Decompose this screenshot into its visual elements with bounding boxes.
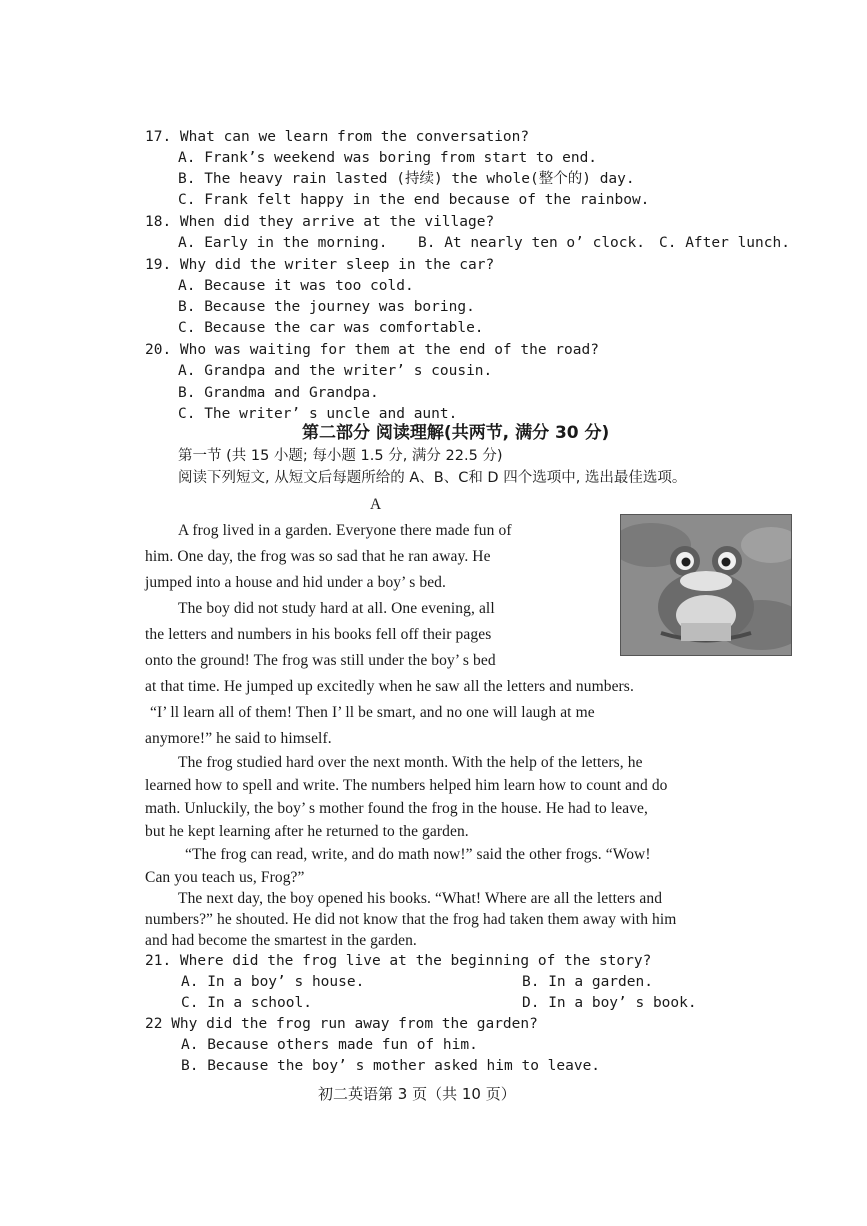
passage-line: The next day, the boy opened his books. “What! Where are all the letters and (178, 890, 663, 907)
question-17-option-a: A. Frank’s weekend was boring from start to end. (178, 150, 598, 166)
question-20-option-b: B. Grandma and Grandpa. (178, 385, 379, 401)
passage-line: A frog lived in a garden. Everyone there made fun of (178, 522, 512, 539)
question-21-option-d: D. In a boy’ s book. (522, 995, 697, 1011)
question-18-stem: 18. When did they arrive at the village? (145, 214, 495, 230)
question-21-option-b: B. In a garden. (522, 974, 653, 990)
question-19-option-b: B. Because the journey was boring. (178, 299, 475, 315)
passage-line: onto the ground! The frog was still under the boy’ s bed (145, 652, 496, 669)
passage-line: the letters and numbers in his books fell off their pages (145, 626, 492, 643)
question-18-option-b: B. At nearly ten o’ clock. (418, 235, 645, 251)
question-17-option-c: C. Frank felt happy in the end because of the rainbow. (178, 192, 650, 208)
question-21-option-c: C. In a school. (181, 995, 312, 1011)
page-footer: 初二英语第 3 页（共 10 页） (318, 1085, 516, 1103)
frog-illustration (620, 514, 792, 656)
passage-line: “The frog can read, write, and do math now!” said the other frogs. “Wow! (185, 846, 651, 863)
question-17-stem: 17. What can we learn from the conversation? (145, 129, 530, 145)
passage-line: and had become the smartest in the garden. (145, 932, 417, 949)
question-19-option-a: A. Because it was too cold. (178, 278, 414, 294)
question-22-option-a: A. Because others made fun of him. (181, 1037, 478, 1053)
passage-line: anymore!” he said to himself. (145, 730, 332, 747)
question-19-stem: 19. Why did the writer sleep in the car? (145, 257, 495, 273)
passage-line: at that time. He jumped up excitedly when he saw all the letters and numbers. (145, 678, 634, 695)
question-19-option-c: C. Because the car was comfortable. (178, 320, 484, 336)
passage-line: “I’ ll learn all of them! Then I’ ll be smart, and no one will laugh at me (150, 704, 595, 721)
passage-line: but he kept learning after he returned to the garden. (145, 823, 469, 840)
passage-line: learned how to spell and write. The numbers helped him learn how to count and do (145, 777, 668, 794)
question-21-option-a: A. In a boy’ s house. (181, 974, 365, 990)
passage-line: jumped into a house and hid under a boy’ s bed. (145, 574, 447, 591)
question-18-option-c: C. After lunch. (659, 235, 790, 251)
question-17-option-b: B. The heavy rain lasted (持续) the whole(整个的) day. (178, 171, 635, 187)
question-20-option-a: A. Grandpa and the writer’ s cousin. (178, 363, 493, 379)
passage-line: him. One day, the frog was so sad that he ran away. He (145, 548, 491, 565)
passage-label: A (370, 496, 382, 513)
passage-line: The boy did not study hard at all. One evening, all (178, 600, 495, 617)
passage-line: Can you teach us, Frog?” (145, 869, 305, 886)
question-22-stem: 22 Why did the frog run away from the garden? (145, 1016, 538, 1032)
passage-line: The frog studied hard over the next month. With the help of the letters, he (178, 754, 643, 771)
passage-line: math. Unluckily, the boy’ s mother found the frog in the house. He had to leave, (145, 800, 649, 817)
question-20-stem: 20. Who was waiting for them at the end of the road? (145, 342, 599, 358)
question-21-stem: 21. Where did the frog live at the beginning of the story? (145, 953, 652, 969)
section-instruction: 阅读下列短文, 从短文后每题所给的 A、B、C和 D 四个选项中, 选出最佳选项。 (178, 470, 687, 486)
frog-icon (621, 515, 791, 655)
question-20-option-c: C. The writer’ s uncle and aunt. (178, 406, 458, 422)
question-22-option-b: B. Because the boy’ s mother asked him to leave. (181, 1058, 601, 1074)
passage-line: numbers?” he shouted. He did not know that the frog had taken them away with him (145, 911, 677, 928)
question-18-option-a: A. Early in the morning. (178, 235, 388, 251)
section-subtitle: 第一节 (共 15 小题; 每小题 1.5 分, 满分 22.5 分) (178, 448, 503, 464)
section-title: 第二部分 阅读理解(共两节, 满分 30 分) (302, 423, 610, 443)
